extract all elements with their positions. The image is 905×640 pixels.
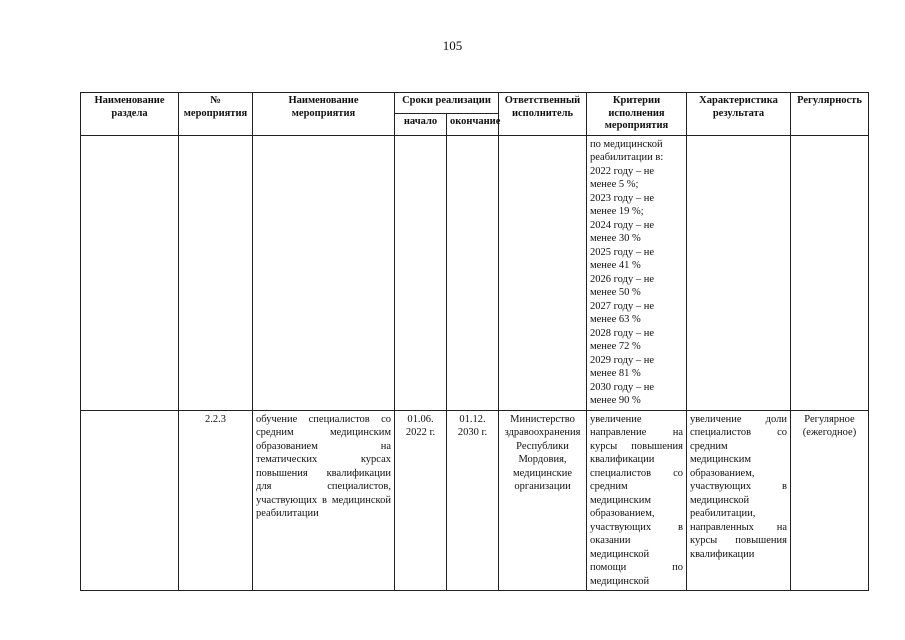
header-terms: Сроки реализации xyxy=(395,93,499,114)
criteria-line: 2030 году – не xyxy=(590,381,654,393)
criteria-line: 2025 году – не xyxy=(590,246,654,258)
header-start: начало xyxy=(395,114,447,135)
start-date: 01.06. 2022 г. xyxy=(395,410,447,591)
criteria-line: менее 63 % xyxy=(590,314,641,325)
header-row xyxy=(81,93,869,114)
criteria-line: реабилитации в: xyxy=(590,152,664,163)
header-result: Характеристика результата xyxy=(687,93,791,136)
cell-empty xyxy=(179,135,253,410)
cell-empty xyxy=(81,135,179,410)
header-criteria: Критерии исполнения мероприятия xyxy=(587,93,687,136)
header-measure-no: № мероприятия xyxy=(179,93,253,136)
cell-empty xyxy=(791,135,869,410)
executor: Министерство здравоохранения Республики Мордовия, медицинские организации xyxy=(499,410,587,591)
end-date: 01.12. 2030 г. xyxy=(447,410,499,591)
criteria-cell xyxy=(587,135,687,410)
cell-empty xyxy=(395,135,447,410)
cell-empty xyxy=(81,410,179,591)
header-section-name: Наименование раздела xyxy=(81,93,179,136)
regularity: Регулярное (ежегодное) xyxy=(791,410,869,591)
cell-empty xyxy=(499,135,587,410)
result-characteristic: увеличение доли специалистов со средним медицинским образованием, участвующих в медицинской реабилитации, направленных на курсы повышения квалификации xyxy=(687,410,791,591)
table-row xyxy=(81,135,869,410)
cell-empty xyxy=(687,135,791,410)
header-measure-name: Наименование мероприятия xyxy=(253,93,395,136)
cell-empty xyxy=(447,135,499,410)
criteria-line: менее 81 % xyxy=(590,368,641,379)
criteria-line: 2029 году – не xyxy=(590,354,654,366)
criteria-line: 2022 году – не xyxy=(590,165,654,177)
criteria-line: 2027 году – не xyxy=(590,300,654,312)
page-number: 105 xyxy=(442,38,463,53)
criteria-line: менее 72 % xyxy=(590,341,641,352)
criteria-line: менее 19 %; xyxy=(590,206,644,217)
criteria-line: по медицинской xyxy=(590,138,663,150)
criteria-line: менее 50 % xyxy=(590,287,641,298)
criteria-line: 2023 году – не xyxy=(590,192,654,204)
criteria-line: 2024 году – не xyxy=(590,219,654,231)
measure-name: обучение специалистов со средним медицинским образованием на тематических курсах повышения квалификации для специалистов, участвующих в медицинской реабилитации xyxy=(253,410,395,591)
cell-empty xyxy=(253,135,395,410)
header-end: окончание xyxy=(447,114,499,135)
criteria-line: менее 90 % xyxy=(590,395,641,406)
header-regularity: Регулярность xyxy=(791,93,869,136)
header-executor: Ответственный исполнитель xyxy=(499,93,587,136)
measure-number: 2.2.3 xyxy=(179,410,253,591)
criteria-line: менее 41 % xyxy=(590,260,641,271)
criteria-line: менее 30 % xyxy=(590,233,641,244)
criteria-line: 2028 году – не xyxy=(590,327,654,339)
criteria: увеличение направление на курсы повышения квалификации специалистов со средним медицинским образованием, участвующих в оказании медицинской помощи по медицинской xyxy=(587,410,687,591)
table-row xyxy=(81,410,869,591)
criteria-line: менее 5 %; xyxy=(590,179,639,190)
criteria-line: 2026 году – не xyxy=(590,273,654,285)
measures-table xyxy=(80,92,869,591)
